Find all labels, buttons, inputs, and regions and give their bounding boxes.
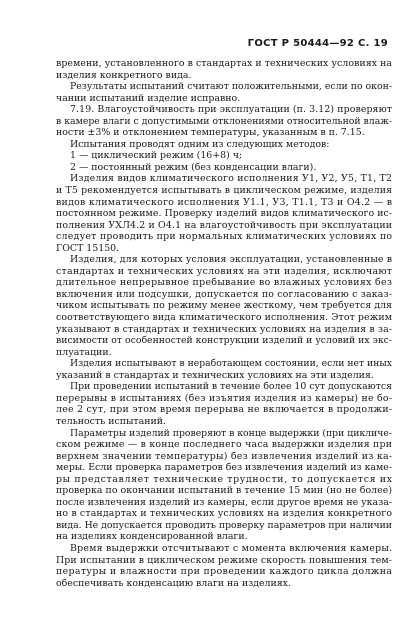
paragraph [56, 81, 392, 104]
paragraph [56, 162, 392, 174]
text-line: пературы и влажности при проведении каждого цикла должна [56, 566, 393, 578]
text-line: изделия конкретного вида. [56, 69, 192, 81]
text-line: 2 — постоянный режим (без конденсации влаги). [70, 161, 317, 173]
text-line: на изделиях конденсированной влаги. [56, 531, 248, 543]
text-line: Изделия испытывают в неработающем состоянии, если нет иных [70, 358, 392, 370]
text-line: следует проводить при нормальных климатических условиях по [56, 231, 393, 243]
paragraph [56, 543, 392, 589]
text-line: соответствующего вида климатического исполнения. Этот режим [56, 312, 393, 324]
text-line: Испытания проводят одним из следующих методов: [70, 138, 330, 150]
text-line: и Т5 рекомендуется испытывать в циклическом режиме, изделия [56, 185, 393, 197]
text-line: включения или подсушки, допускается по согласованию с заказ- [56, 288, 393, 300]
text-line: длительное непрерывное пребывание во влажных условиях без [56, 277, 393, 289]
text-line: При проведении испытаний в течение более 10 сут допускаются [70, 381, 392, 393]
document-body [56, 58, 392, 589]
text-line: чиком испытывать по режиму менее жесткому, чем требуется для [56, 300, 393, 312]
text-line: указывают в стандартах и технических условиях на изделия в за- [56, 323, 393, 335]
text-line: ГОСТ 15150. [56, 242, 120, 254]
paragraph [56, 139, 392, 151]
header-title: ГОСТ Р 50444—92 С. 19 [247, 38, 388, 49]
text-line: перерывы в испытаниях (без изъятия изделия из камеры) не бо- [56, 392, 393, 404]
text-line: лее 2 сут, при этом время перерыва не включается в продолжи- [56, 404, 393, 416]
text-line: плуатации. [56, 346, 112, 358]
paragraph [56, 358, 392, 381]
text-line: указаний в стандартах и технических условиях на эти изделия. [56, 369, 374, 381]
text-line: Время выдержки отсчитывают с момента включения камеры. [70, 542, 393, 554]
text-line: Параметры изделий проверяют в конце выдержки (при цикличе- [70, 427, 392, 439]
paragraph [56, 254, 392, 358]
text-line: 7.19. Влагоустойчивость при эксплуатации (п. 3.12) проверяют [70, 104, 393, 116]
text-line: в камере влаги с допустимыми отклонениями относительной влаж- [56, 115, 392, 127]
text-line: верхнем значении температуры) без извлечения изделий из ка- [56, 450, 393, 462]
text-line: Изделия, для которых условия эксплуатации, установленные в [70, 254, 393, 266]
paragraph [56, 104, 392, 139]
text-line: Результаты испытаний считают положительными, если по окон- [70, 81, 392, 93]
paragraph [56, 58, 392, 81]
text-line: но в стандартах и технических условиях на изделия конкретного [56, 508, 393, 520]
text-line: полнения УХЛ4.2 и О4.1 на влагоустойчивость при эксплуатации [56, 219, 393, 231]
text-line: после извлечения изделий из камеры, если другое время не указа- [56, 496, 392, 508]
paragraph [56, 173, 392, 254]
text-line: ском режиме — в конце последнего часа выдержки изделия при [56, 439, 393, 451]
text-line: висимости от особенностей конструкции изделий и условий их экс- [56, 335, 393, 347]
text-line: постоянном режиме. Проверку изделий видов климатического ис- [56, 208, 393, 220]
text-line: обеспечивать конденсацию влаги на изделиях. [56, 577, 291, 589]
text-line: При испытании в циклическом режиме скорость повышения тем- [56, 554, 393, 566]
page-header [248, 38, 388, 49]
text-line: Изделия видов климатического исполнения У1, У2, У5, Т1, Т2 [70, 173, 393, 185]
text-line: ры представляет технические трудности, то допускается их [56, 473, 393, 485]
text-line: вида. Не допускается проводить проверку параметров при наличии [56, 519, 392, 531]
text-line: 1 — циклический режим (16+8) ч; [70, 150, 243, 162]
text-line: стандартах и технических условиях на эти изделия, исключают [56, 265, 393, 277]
text-line: видов климатического исполнения У1.1, У3, Т1.1, Т3 и О4.2 — в [56, 196, 393, 208]
text-line: меры. Если проверка параметров без извлечения изделий из каме- [56, 462, 392, 474]
paragraph [56, 381, 392, 427]
text-line: проверка по окончании испытаний в течение 15 мин (но не более) [56, 485, 393, 497]
paragraph [56, 150, 392, 162]
paragraph [56, 428, 392, 543]
text-line: ности ±3% и отклонением температуры, указанным в п. 7.15. [56, 127, 365, 139]
text-line: тельность испытаний. [56, 415, 166, 427]
text-line: времени, установленного в стандартах и технических условиях на [56, 58, 393, 69]
text-line: чании испытаний изделие исправно. [56, 92, 241, 104]
